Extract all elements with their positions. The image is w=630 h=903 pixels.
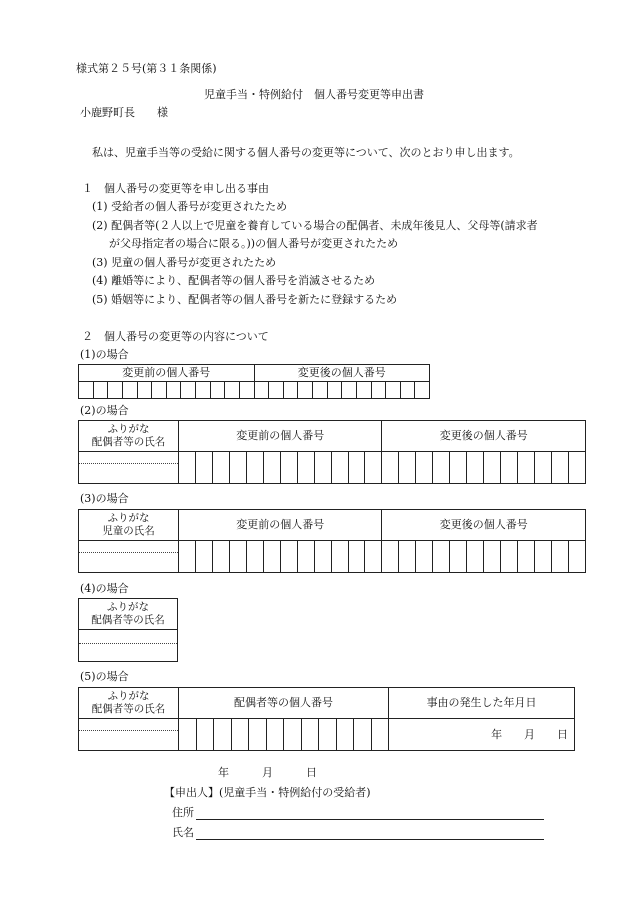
case2-name-header: ふりがな 配偶者等の氏名 (79, 421, 179, 452)
case3-name-header: ふりがな 児童の氏名 (79, 510, 179, 541)
case4-label: (4)の場合 (80, 582, 129, 595)
case1-col-before: 変更前の個人番号 (79, 365, 255, 382)
case2-col-after: 変更後の個人番号 (382, 421, 586, 452)
address-label: 住所 (172, 806, 194, 819)
reason-item-3: (3) 児童の個人番号が変更されたため (92, 256, 277, 269)
case4-furigana-field[interactable] (79, 630, 178, 644)
case4-name-header: ふりがな 配偶者等の氏名 (79, 599, 178, 630)
case1-label: (1)の場合 (80, 348, 129, 361)
case5-furigana-field[interactable] (79, 719, 179, 731)
page-title: 児童手当・特例給付 個人番号変更等申出書 (204, 88, 424, 101)
case2-name-field[interactable] (79, 464, 179, 484)
reason-item-5: (5) 婚姻等により、配偶者等の個人番号を新たに登録するため (92, 293, 398, 306)
submission-date: 年 月 日 (218, 766, 317, 779)
section2-heading: ２ 個人番号の変更等の内容について (82, 330, 269, 343)
case5-col-number: 配偶者等の個人番号 (179, 688, 389, 719)
case4-table (78, 598, 178, 662)
name-label: 氏名 (172, 826, 194, 839)
reason-item-1: (1) 受給者の個人番号が変更されたため (92, 200, 288, 213)
case5-date-field[interactable]: 年 月 日 (389, 719, 575, 751)
form-number: 様式第２５号(第３１条関係) (76, 62, 217, 75)
reason-item-2: (2) 配偶者等(２人以上で児童を養育している場合の配偶者、未成年後見人、父母等(請求者 (92, 219, 538, 232)
case5-col-date: 事由の発生した年月日 (389, 688, 575, 719)
case3-col-after: 変更後の個人番号 (382, 510, 586, 541)
case2-label: (2)の場合 (80, 404, 129, 417)
applicant-heading: 【申出人】(児童手当・特例給付の受給者) (164, 786, 371, 799)
case3-label: (3)の場合 (80, 492, 129, 505)
case5-label: (5)の場合 (80, 670, 129, 683)
reason-item-2-cont: が父母指定者の場合に限る。))の個人番号が変更されたため (109, 237, 399, 250)
case3-name-field[interactable] (79, 553, 179, 573)
name-field[interactable] (196, 839, 544, 840)
case2-furigana-field[interactable] (79, 452, 179, 464)
case3-col-before: 変更前の個人番号 (179, 510, 382, 541)
case2-col-before: 変更前の個人番号 (179, 421, 382, 452)
case1-digit-row[interactable] (79, 382, 430, 399)
section1-heading: １ 個人番号の変更等を申し出る事由 (82, 182, 269, 195)
case2-table (78, 420, 586, 484)
case5-table (78, 687, 575, 751)
case5-name-field[interactable] (79, 731, 179, 751)
case1-col-after: 変更後の個人番号 (254, 365, 430, 382)
case3-table (78, 509, 586, 573)
case4-name-field[interactable] (79, 644, 178, 662)
case5-name-header: ふりがな 配偶者等の氏名 (79, 688, 179, 719)
intro-text: 私は、児童手当等の受給に関する個人番号の変更等について、次のとおり申し出ます。 (92, 146, 520, 159)
case3-furigana-field[interactable] (79, 541, 179, 553)
reason-item-4: (4) 離婚等により、配偶者等の個人番号を消滅させるため (92, 274, 376, 287)
case1-table (78, 364, 430, 399)
addressee: 小鹿野町長 様 (80, 106, 168, 119)
address-field[interactable] (196, 819, 544, 820)
